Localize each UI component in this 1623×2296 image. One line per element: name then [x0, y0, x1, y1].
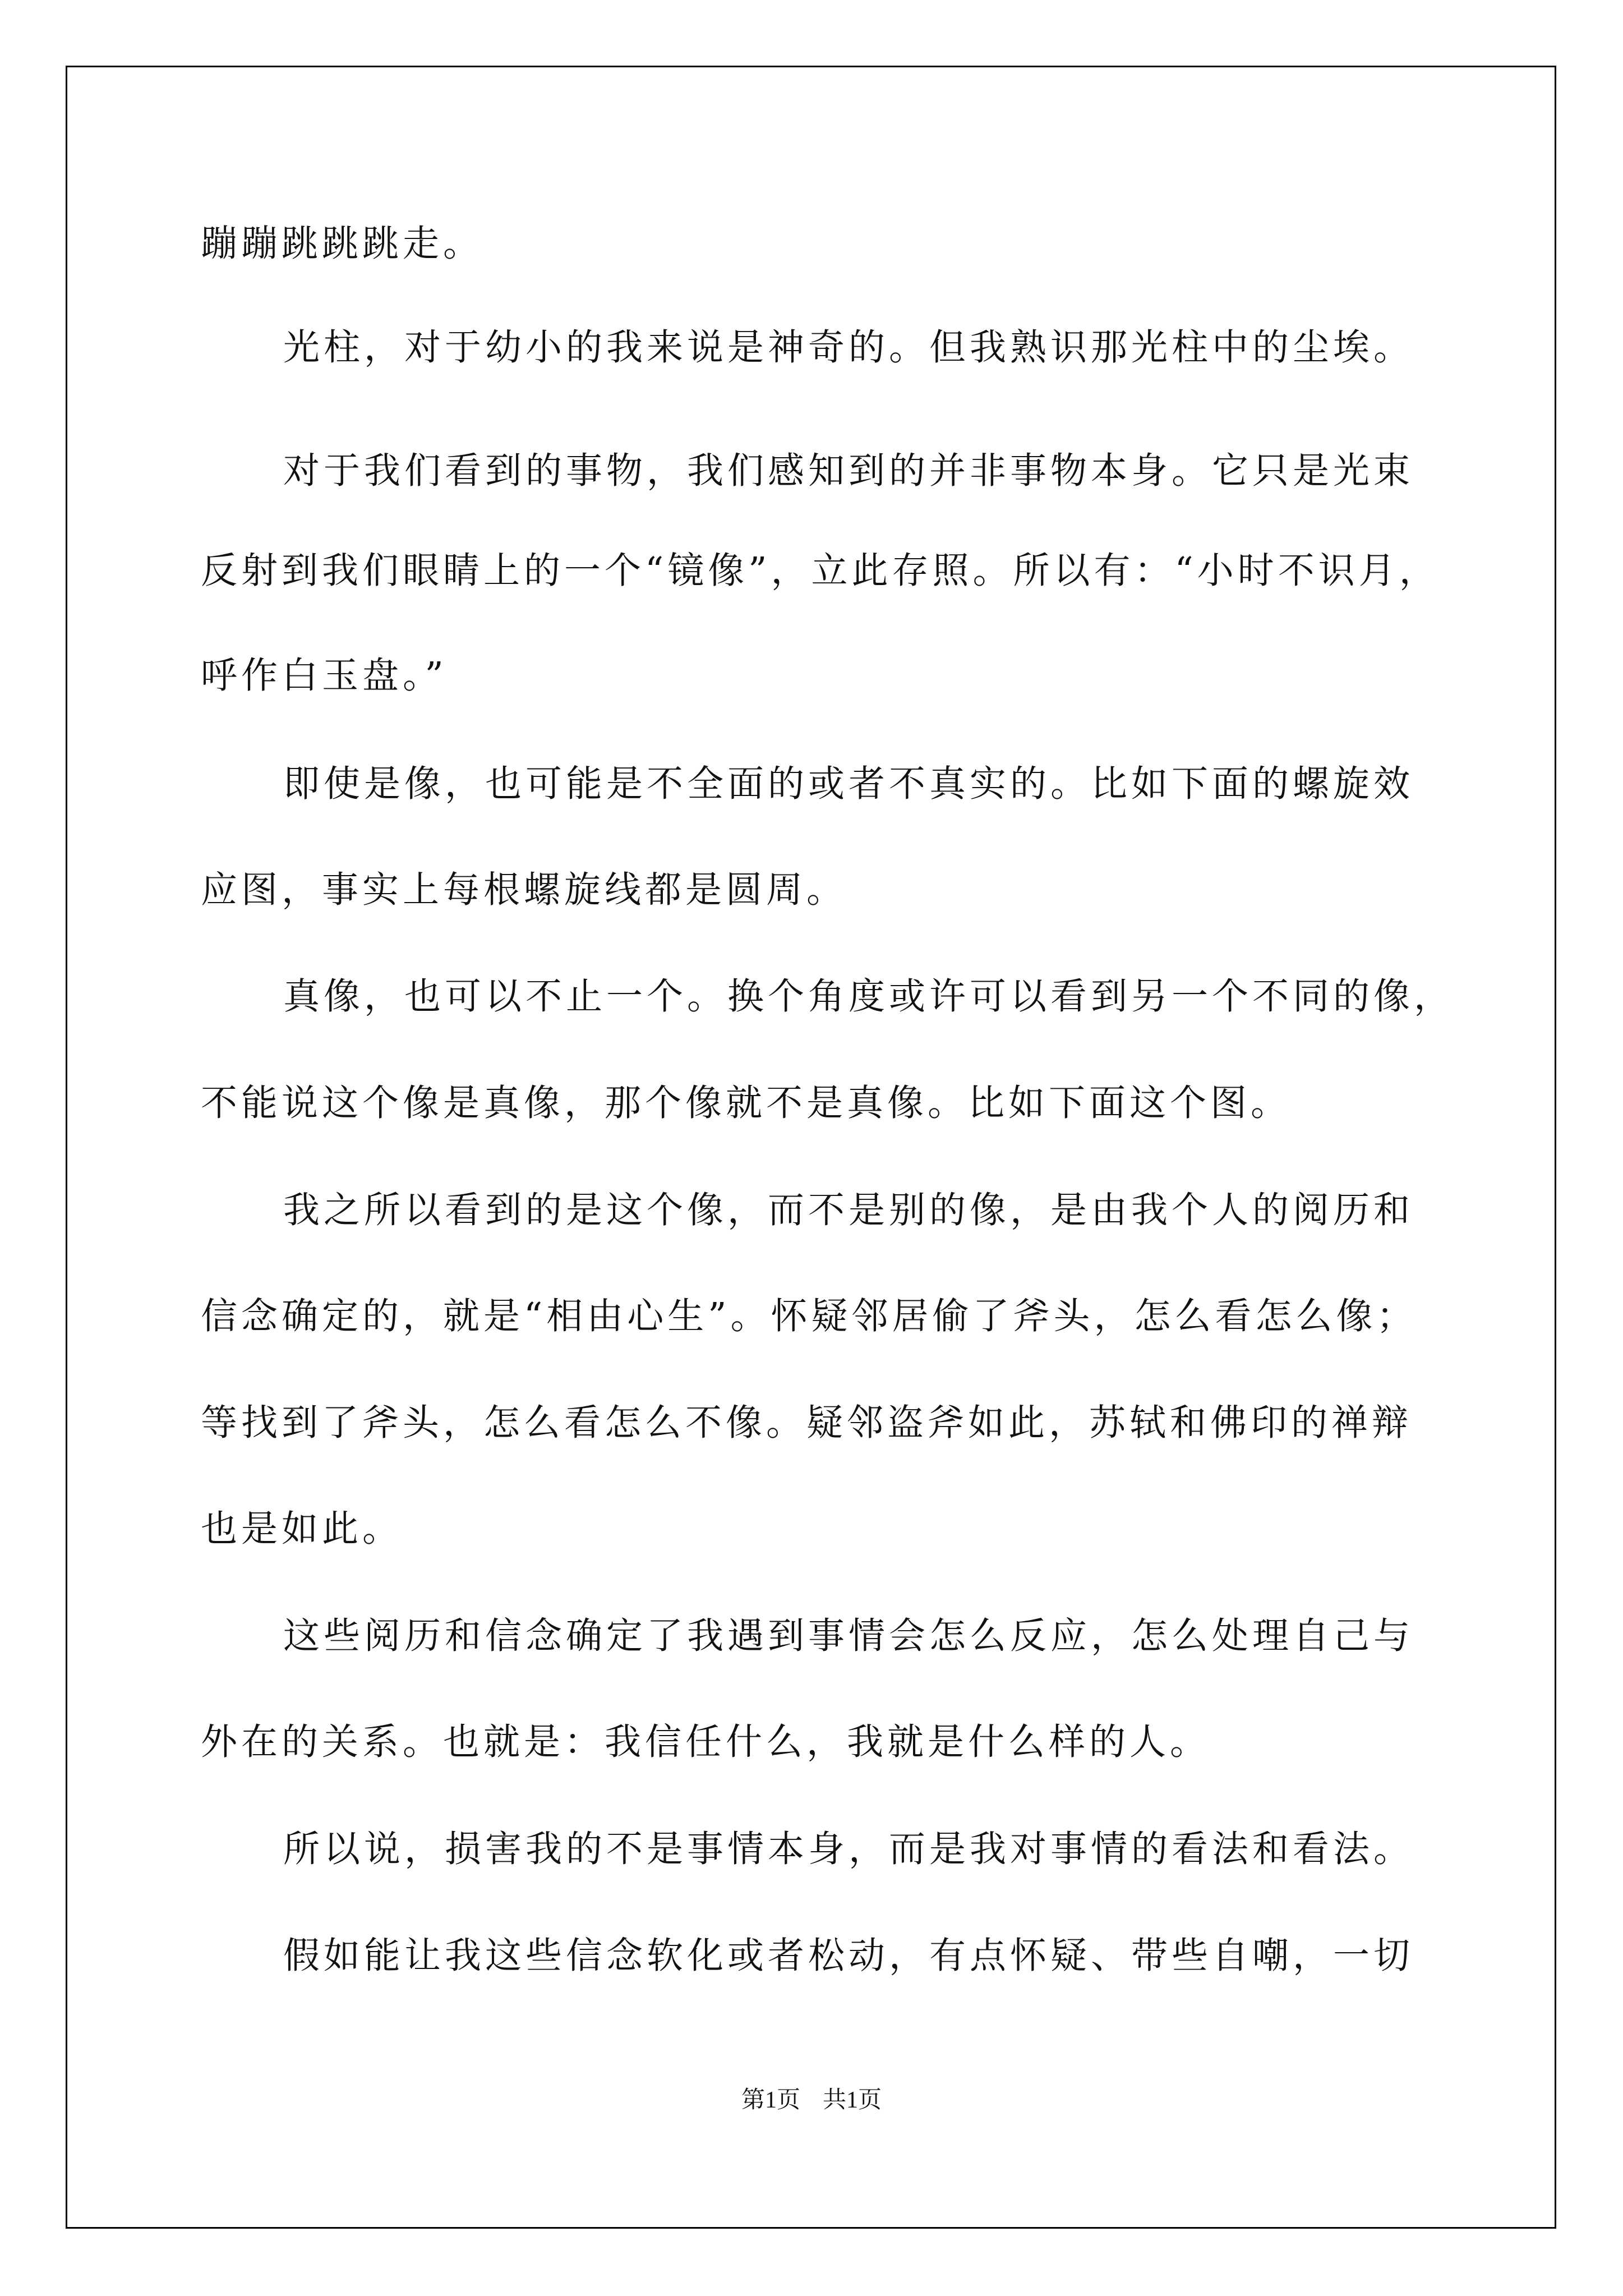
text-line: 信念确定的，就是“相由心生”。怀疑邻居偷了斧头，怎么看怎么像；: [201, 1295, 1417, 1337]
text-line: 也是如此。: [201, 1508, 403, 1550]
page-footer: [0, 2086, 1623, 2115]
text-line: 我之所以看到的是这个像，而不是别的像，是由我个人的阅历和: [283, 1189, 1414, 1231]
text-line: 呼作白玉盘。”: [201, 655, 448, 697]
text-line: 所以说，损害我的不是事情本身，而是我对事情的看法和看法。: [283, 1828, 1414, 1870]
text-line: 这些阅历和信念确定了我遇到事情会怎么反应，怎么处理自己与: [283, 1615, 1414, 1657]
text-line: 光柱，对于幼小的我来说是神奇的。但我熟识那光柱中的尘埃。: [283, 326, 1414, 369]
text-line: 应图，事实上每根螺旋线都是圆周。: [201, 869, 847, 911]
page-total: 共1页: [823, 2087, 882, 2113]
text-line: 蹦蹦跳跳跳走。: [201, 223, 484, 265]
text-line: 不能说这个像是真像，那个像就不是真像。比如下面这个图。: [201, 1082, 1292, 1124]
page-number: 第1页: [741, 2087, 800, 2113]
text-line: 外在的关系。也就是：我信任什么，我就是什么样的人。: [201, 1721, 1211, 1763]
text-line: 对于我们看到的事物，我们感知到的并非事物本身。它只是光束: [283, 450, 1414, 492]
text-line: 真像，也可以不止一个。换个角度或许可以看到另一个不同的像，: [283, 976, 1455, 1018]
text-line: 反射到我们眼睛上的一个“镜像”，立此存照。所以有：“小时不识月，: [201, 550, 1440, 592]
text-line: 等找到了斧头，怎么看怎么不像。疑邻盗斧如此，苏轼和佛印的禅辩: [201, 1402, 1413, 1444]
page-border: [66, 66, 1556, 2229]
text-line: 即使是像，也可能是不全面的或者不真实的。比如下面的螺旋效: [283, 763, 1414, 805]
text-line: 假如能让我这些信念软化或者松动，有点怀疑、带些自嘲，一切: [283, 1935, 1414, 1977]
